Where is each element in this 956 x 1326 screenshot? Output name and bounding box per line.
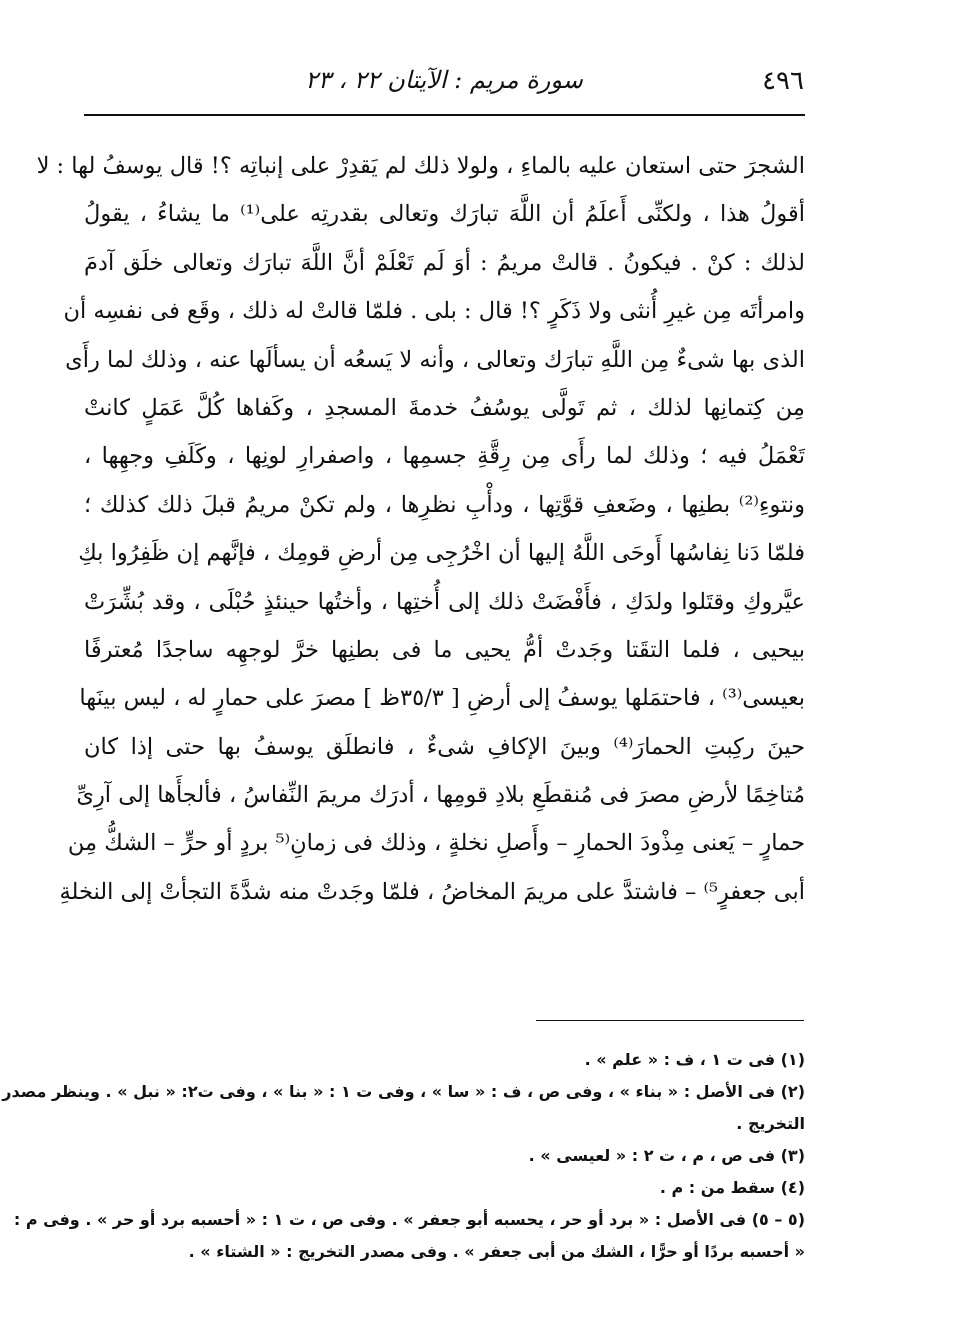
- text-line: وامرأتَه مِن غيرِ أُنثى ولا ذَكَرٍ ؟! قال : بلى . فلمّا قالتْ له ذلك ، وقَع فى نفسِه أن: [63, 298, 805, 325]
- footnote: (٣) فى ص ، م ، ت ٢ : « لعيسى » .: [528, 1146, 805, 1165]
- header-title: سورة مريم : الآيتان ٢٢ ، ٢٣: [305, 66, 583, 94]
- running-header: [84, 66, 804, 106]
- text-line: حينَ ركِبتِ الحمارَ⁽⁴⁾ وبينَ الإكافِ شىءٌ ، فانطلَق يوسفُ بها حتى إذا كان: [84, 733, 805, 760]
- footnote: (٤) سقط من : م .: [659, 1178, 805, 1197]
- text-line: تَعْمَلُ فيه ؛ وذلك لما رأَى مِن رِقَّةِ جسمِها ، واصفرارِ لونِها ، وكَلَفِ وجهِها ،: [84, 443, 805, 470]
- text-line: حمارٍ – يَعنى مِذْودَ الحمارِ – وأَصلِ نخلةٍ ، وذلك فى زمانِ⁽⁵ بردٍ أو حرٍّ – الشكُّ مِن: [67, 830, 805, 857]
- text-line: مُتاخِمًا لأرضِ مصرَ فى مُنقطَعِ بلادِ قومِها ، أدرَك مريمَ النِّفاسُ ، فألجأَها إلى آرِىِّ: [76, 782, 805, 809]
- text-line: عيَّروكِ وقتَلوا ولدَكِ ، فأَفْضَتْ ذلك إلى أُختِها ، وأختُها حينئذٍ حُبْلَى ، وقد بُشِّرَتْ: [84, 588, 805, 615]
- footnote: (٢) فى الأصل : « بناء » ، وفى ص ، ف : « سا » ، وفى ت ١ : « بنا » ، وفى ت٢: « نبل » . وينظر مصدر: [2, 1082, 805, 1101]
- text-line: لذلك : كنْ . فيكونُ . قالتْ مريمُ : أوَ لَم تَعْلَمْ أنَّ اللَّهَ تبارَك وتعالى خلَق آدمَ: [84, 249, 805, 276]
- text-line: أبى جعفرٍ⁵⁾ – فاشتدَّ على مريمَ المخاضُ ، فلمّا وجَدتْ منه شدَّةَ التجأتْ إلى النخلةِ: [59, 878, 805, 905]
- footnotes: [2, 1044, 805, 1268]
- page-number: ٤٩٦: [762, 66, 804, 96]
- text-line: الذى بها شىءٌ مِن اللَّهِ تبارَك وتعالى ، وأنه لا يَسعُه أن يسألَها عنه ، وذلك لما رأَى: [65, 346, 805, 373]
- footnote-continuation: التخريج .: [736, 1114, 805, 1133]
- text-line: مِن كِتمانِها لذلك ، ثم تَولَّى يوسُفُ خدمةَ المسجدِ ، وكَفاها كُلَّ عَمَلٍ كانتْ: [84, 394, 805, 421]
- footnote: (١) فى ت ١ ، ف : « علم » .: [584, 1050, 805, 1069]
- footnote: (٥ – ٥) فى الأصل : « برد أو حر ، يحسبه أبو جعفر » . وفى ص ، ت ١ : « أحسبه برد أو حر » . وفى م :: [13, 1210, 805, 1229]
- header-rule: [84, 114, 805, 116]
- footnote-rule: [536, 1020, 804, 1021]
- footnote-continuation: « أحسبه بردًا أو حرًّا ، الشك من أبى جعفر » . وفى مصدر التخريج : « الشتاء » .: [188, 1242, 805, 1261]
- text-line: ونتوءِ⁽²⁾ بطنِها ، وضَعفِ قوَّتِها ، ودأْبِ نظرِها ، ولم تكنْ مريمُ قبلَ ذلك كذلك ؛: [84, 491, 805, 518]
- text-line: الشجرَ حتى استعان عليه بالماءِ ، ولولا ذلك لم يَقدِرْ على إنباتِه ؟! قال يوسفُ لها : لا: [36, 153, 805, 179]
- main-text: [36, 142, 805, 916]
- text-line: فلمّا دَنا نِفاسُها أَوحَى اللَّهُ إليها أن اخْرُجِى مِن أرضِ قومِك ، فإنَّهم إن ظَفِرُوا بكِ: [78, 540, 805, 567]
- text-line: أقولُ هذا ، ولكنِّى أَعلَمُ أن اللَّهَ تبارَك وتعالى بقدرتِه على⁽¹⁾ ما يشاءُ ، يقولُ: [84, 201, 805, 228]
- text-line: بعيسى⁽³⁾ ، فاحتمَلها يوسفُ إلى أرضِ [ ٣٥/٣ظ ] مصرَ على حمارٍ له ، ليس بينَها: [79, 685, 805, 712]
- text-line: بيحيى ، فلما التقَتا وجَدتْ أمُّ يحيى ما فى بطنِها خرَّ لوجهِه ساجدًا مُعترفًا: [84, 636, 805, 663]
